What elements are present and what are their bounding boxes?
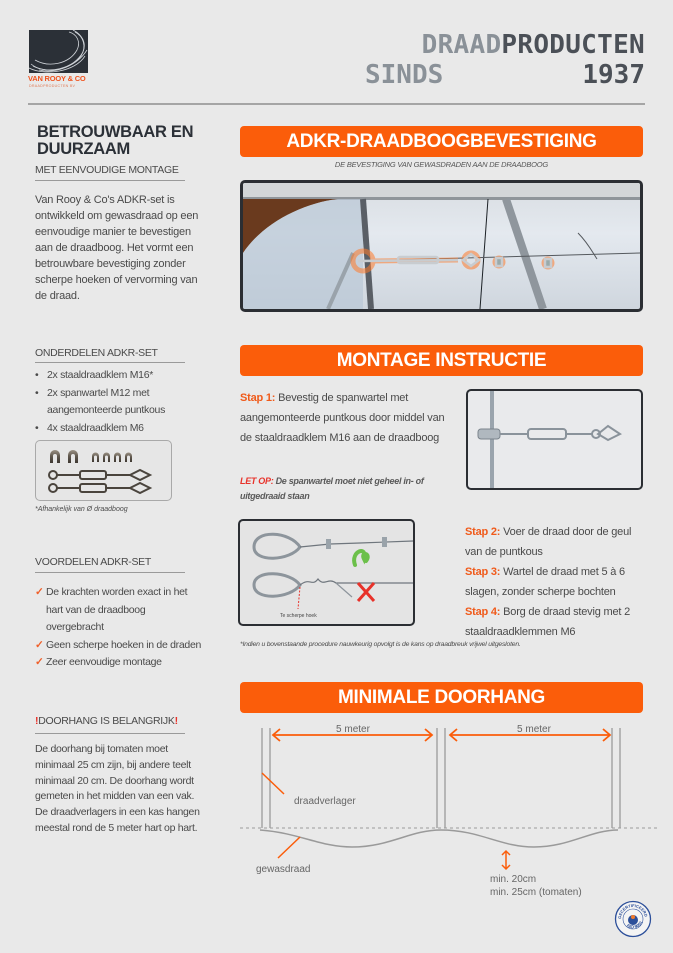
attention-text: De spanwartel moet niet geheel in- of uitgedraaid staan <box>240 476 424 501</box>
step-4-text: Borg de draad stevig met 2 staaldraadklemmen M6 <box>465 606 631 638</box>
brand-subtitle: DRAADPRODUCTEN BV <box>29 84 76 88</box>
step-2-label: Stap 2: <box>465 526 501 538</box>
wire-wrapping-image <box>240 521 413 624</box>
draadverlager-pointer <box>262 773 284 794</box>
step-2-photo <box>238 519 415 626</box>
wire-coil-icon <box>29 30 88 73</box>
bullet-icon: • <box>35 421 39 434</box>
benefit-item <box>35 584 205 637</box>
draadverlager-label: draadverlager <box>294 796 356 807</box>
bullet-icon: • <box>35 369 39 381</box>
title-sinds: SINDS <box>365 60 444 90</box>
brand-name: VAN ROOY & CO <box>28 74 86 83</box>
iso-certification-badge <box>614 900 652 938</box>
parts-item <box>35 420 205 438</box>
check-icon: ✓ <box>35 586 44 598</box>
check-icon: ✓ <box>35 656 44 668</box>
parts-item-text: 2x staaldraadklem M16* <box>47 369 154 381</box>
parts-photo <box>35 440 172 501</box>
title-part-draad: DRAAD <box>421 30 502 60</box>
parts-item <box>35 385 205 420</box>
warning-divider <box>35 733 185 734</box>
step-3-text: Wartel de draad met 5 à 6 slagen, zonder scherpe bochten <box>465 566 625 598</box>
benefit-text: Geen scherpe hoeken in de draden <box>46 638 202 651</box>
adkr-installation-photo <box>240 180 643 312</box>
intro-subheading: MET EENVOUDIGE MONTAGE <box>35 164 179 176</box>
min-sag-tomaten: min. 25cm (tomaten) <box>490 887 582 898</box>
wire-lowerer-posts <box>262 728 620 828</box>
parts-item-text: 4x staaldraadklem M6 <box>47 421 144 434</box>
step-1-text: Bevestig de spanwartel met aangemonteerde puntkous door middel van de staaldraadklem M16 aan de draadboog <box>240 392 445 444</box>
parts-divider <box>35 362 185 363</box>
step-4 <box>465 602 650 642</box>
step-4-label: Stap 4: <box>465 606 501 618</box>
warning-title-text: DOORHANG IS BELANGRIJK <box>38 715 175 727</box>
header-divider <box>28 103 645 105</box>
intro-body: Van Rooy & Co's ADKR-set is ontwikkeld om gewasdraad op een eenvoudige manier te bevestigen aan de draadboog. Het vormt een betrouwbare bevestiging zonder scherpe hoeken of vervorming van de draad. <box>35 194 199 302</box>
step-3 <box>465 562 650 602</box>
min-sag-general: min. 20cm <box>490 874 537 885</box>
company-logo <box>29 30 88 73</box>
exclamation-icon: ! <box>35 715 39 727</box>
span-arrows <box>273 729 610 741</box>
parts-list <box>35 367 205 437</box>
bullet-icon: • <box>35 386 39 399</box>
sharp-corner-label: Te scherpe hoek <box>280 613 317 619</box>
benefit-text: De krachten worden exact in het hart van de draadboog overgebracht <box>46 586 188 633</box>
attention-label: LET OP: <box>240 476 274 486</box>
badge-bottom-text: ISO 9001 <box>625 920 644 930</box>
check-icon: ✓ <box>35 638 44 651</box>
title-year: 1937 <box>582 60 645 90</box>
sag-diagram <box>240 715 660 905</box>
banner-doorhang: MINIMALE DOORHANG <box>240 682 643 713</box>
span-label-2: 5 meter <box>517 724 551 735</box>
step-1-label: Stap 1: <box>240 392 276 404</box>
step-2-text: Voer de draad door de geul van de puntkous <box>465 526 632 558</box>
adkr-subtitle: DE BEVESTIGING VAN GEWASDRADEN AAN DE DRAADBOOG <box>334 160 549 169</box>
benefits-divider <box>35 572 185 573</box>
benefit-item <box>35 654 205 672</box>
intro-divider <box>35 180 185 181</box>
procedure-note: *Indien u bovenstaande procedure nauwkeurig opvolgt is de kans op draadbreuk vrijwel uitgesloten. <box>240 641 521 648</box>
clamps-and-turnbuckles-image <box>36 441 171 500</box>
step-1-photo <box>466 389 643 490</box>
span-label-1: 5 meter <box>336 724 370 735</box>
benefits-title: VOORDELEN ADKR-SET <box>35 556 151 568</box>
parts-item <box>35 367 205 385</box>
parts-title: ONDERDELEN ADKR-SET <box>35 347 158 359</box>
crop-wire-curve <box>260 830 618 847</box>
benefit-text: Zeer eenvoudige montage <box>46 656 162 668</box>
title-part-producten: PRODUCTEN <box>501 30 645 60</box>
step-1 <box>240 388 450 448</box>
benefits-list <box>35 584 205 672</box>
exclamation-icon: ! <box>174 715 178 727</box>
step-2 <box>465 522 650 562</box>
benefit-item <box>35 637 205 655</box>
sag-depth-arrow <box>502 851 510 869</box>
banner-montage: MONTAGE INSTRUCTIE <box>240 345 643 376</box>
gewasdraad-label: gewasdraad <box>256 864 311 875</box>
step-3-label: Stap 3: <box>465 566 501 578</box>
gewasdraad-pointer <box>278 837 300 858</box>
turnbuckle-on-arch-image <box>468 391 641 488</box>
banner-adkr: ADKR-DRAADBOOGBEVESTIGING <box>240 126 643 157</box>
steps-2-to-4 <box>465 522 650 642</box>
parts-item-text: 2x spanwartel M12 met aangemonteerde puntkous <box>47 386 166 416</box>
warning-title <box>35 715 178 727</box>
warning-body: De doorhang bij tomaten moet minimaal 25 cm zijn, bij andere teelt minimaal 20 cm. De doorhang wordt gemeten in het midden van een vak. De draadverlagers in een kas hangen meestal rond de 5 meter hart op hart. <box>35 743 200 834</box>
badge-top-text: GECERTIFICEERD <box>616 902 649 920</box>
parts-footnote: *Afhankelijk van Ø draadboog <box>35 506 128 513</box>
attention-note <box>240 474 440 504</box>
intro-heading: BETROUWBAAR EN DUURZAAM <box>37 123 194 158</box>
page-title-line1 <box>422 30 645 60</box>
wire-attachment-image <box>243 183 640 309</box>
